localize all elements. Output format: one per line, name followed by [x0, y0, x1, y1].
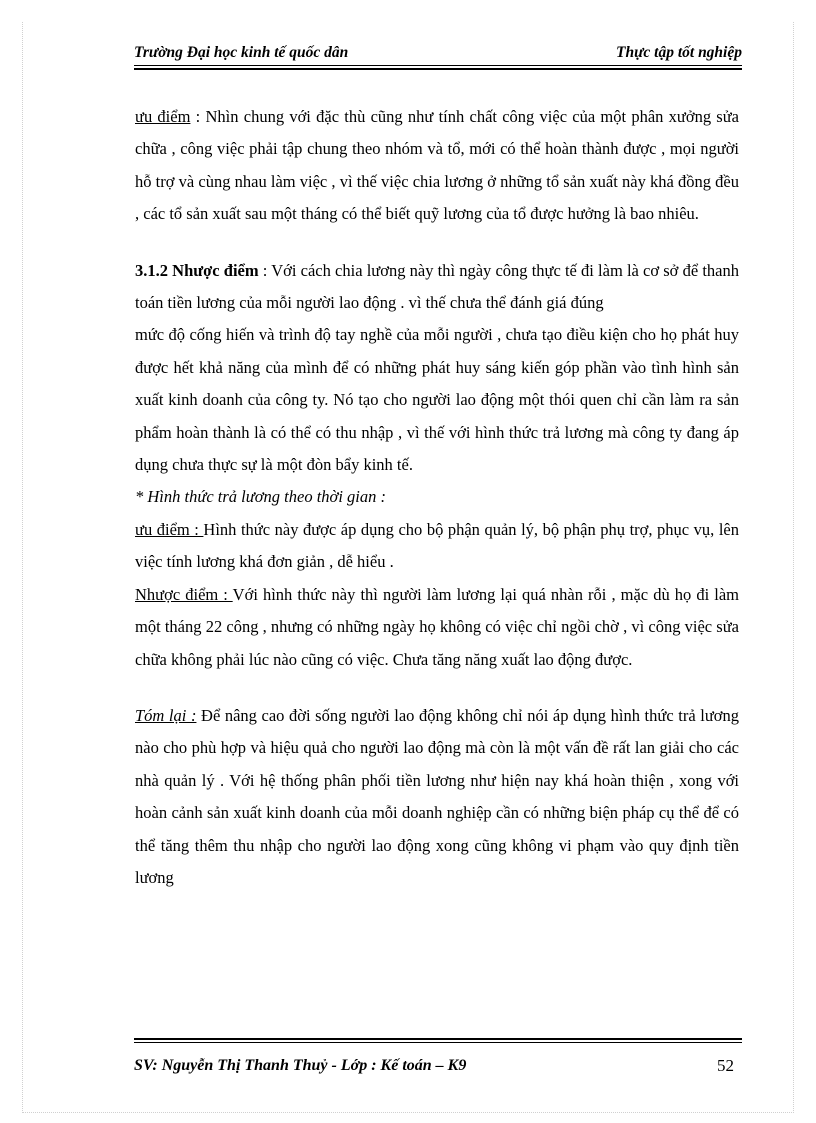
header-rule: [134, 65, 742, 66]
summary-text: Để nâng cao đời sống người lao động không chỉ nói áp dụng hình thức trả lương nào cho phù hợp và hiệu quả cho người lao động mà còn là một vấn đề rất lan giải cho các nhà quản lý . Với hệ thống phân phối tiền lương như hiện nay khá hoàn thiện , xong với hoàn cảnh sản xuất kinh doanh của mỗi doanh nghiệp cần có những biện pháp cụ thể để có thể tăng thêm thu nhập cho người lao động xong cũng không vi phạm vào quy định tiền lương: [135, 705, 739, 887]
time-disadvantage-text: Với hình thức này thì người làm lương lại quá nhàn rỗi , mặc dù họ đi làm một tháng 22 công , nhưng có những ngày họ không có việc chỉ ngồi chờ , vì công việc sửa chữa không phải lúc nào cũng có việc. Chưa tăng năng xuất lao động được.: [135, 584, 739, 669]
disadvantage-paragraph: [135, 255, 739, 320]
page-header: [134, 44, 742, 62]
time-disadvantage-paragraph: [135, 579, 739, 676]
advantage-text: : Nhìn chung với đặc thù cũng như tính chất công việc của một phân xưởng sửa chữa , công việc phải tập chung theo nhóm và tổ, mới có thể hoàn thành được , mọi người hỗ trợ và cùng nhau làm việc , vì thế việc chia lương ở những tổ sản xuất này khá đồng đều , các tổ sản xuất sau một tháng có thể biết quỹ lương của tổ được hưởng là bao nhiêu.: [135, 107, 739, 224]
disadvantage-text-b: mức độ cống hiến và trình độ tay nghề của mỗi người , chưa tạo điều kiện cho họ phát huy được hết khả năng của mình để có những phát huy sáng kiến góp phần vào tình hình sản xuất kinh doanh của công ty. Nó tạo cho người lao động một thói quen chỉ cần làm ra sản phẩm hoàn thành là có thể có thu nhập , vì thế với hình thức trả lương mà công ty đang áp dụng chưa thực sự là một đòn bẩy kinh tế.: [135, 325, 739, 475]
time-disadvantage-label: Nhược điểm :: [135, 584, 233, 604]
disadvantage-heading: 3.1.2 Nhược điểm: [135, 260, 259, 280]
header-school: Trường Đại học kinh tế quốc dân: [134, 44, 349, 61]
page-number: 52: [717, 1056, 734, 1075]
page-footer: [134, 1056, 734, 1076]
footer-rule-thick: [134, 1038, 742, 1040]
footer-rule: [134, 1042, 742, 1043]
disadvantage-continued: [135, 319, 739, 481]
header-title: Thực tập tốt nghiệp: [616, 44, 742, 61]
summary-paragraph: [135, 700, 739, 894]
summary-label: Tóm lại :: [135, 705, 197, 725]
advantage-label: ưu điểm: [135, 107, 191, 126]
footer-student: SV: Nguyễn Thị Thanh Thuỷ - Lớp : Kế toán – K9: [134, 1057, 467, 1074]
page-content: [135, 101, 739, 894]
time-advantage-label: ưu điểm :: [135, 519, 204, 539]
time-advantage-paragraph: [135, 514, 739, 579]
disadvantage-text-a: : Với cách chia lương này thì ngày công thực tế đi làm là cơ sở để thanh toán tiền lương của mỗi người lao động . vì thế chưa thể đánh giá đúng: [135, 260, 739, 313]
time-pay-heading: * Hình thức trả lương theo thời gian :: [135, 487, 387, 507]
header-rule-thick: [134, 68, 742, 70]
time-advantage-text: Hình thức này được áp dụng cho bộ phận quản lý, bộ phận phụ trợ, phục vụ, lên việc tính lương khá đơn giản , dễ hiểu .: [135, 519, 739, 572]
advantage-paragraph: [135, 101, 739, 231]
